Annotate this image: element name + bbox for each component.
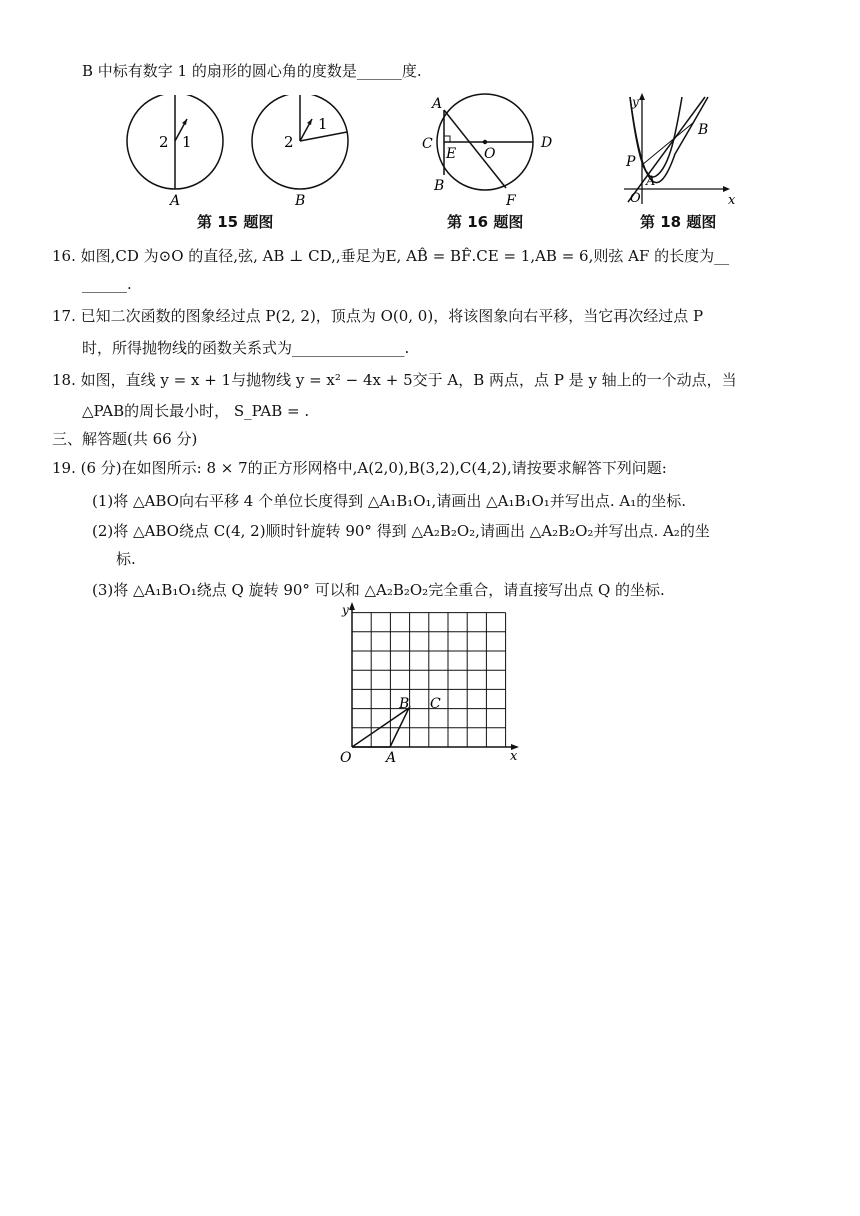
- q15-tail-text: B 中标有数字 1 的扇形的圆心角的度数是______度.: [82, 62, 422, 80]
- q18-text-2: △PAB的周长最小时， S_PAB = .: [82, 402, 310, 420]
- caption-16: 第 16 题图: [447, 213, 524, 231]
- sector-1-label-a: 1: [182, 133, 192, 151]
- q19-part3: (3)将 △A₁B₁O₁绕点 Q 旋转 90° 可以和 △A₂B₂O₂完全重合，请直接写出点 Q 的坐标.: [92, 581, 665, 599]
- sector-1-label-b: 1: [318, 115, 328, 133]
- q19-text: 19. (6 分)在如图所示: 8 × 7的正方形网格中,A(2,0),B(3,2),C(4,2),请按要求解答下列问题:: [52, 459, 667, 477]
- svg-text:C: C: [422, 136, 433, 152]
- svg-text:O: O: [484, 146, 496, 162]
- figure-18: [620, 92, 740, 207]
- svg-text:y: y: [632, 95, 639, 109]
- spinner-a-label: A: [170, 193, 181, 209]
- q19-part2-2: 标.: [116, 550, 136, 568]
- sector-2-label-a: 2: [159, 133, 169, 151]
- figure-15: [120, 95, 360, 210]
- q19-part2-1: (2)将 △ABO绕点 C(4, 2)顺时针旋转 90° 得到 △A₂B₂O₂,请画出 △A₂B₂O₂并写出点. A₂的坐: [92, 522, 710, 540]
- svg-text:D: D: [541, 135, 553, 151]
- svg-text:x: x: [510, 749, 518, 764]
- q17-text-1: 17. 已知二次函数的图象经过点 P(2, 2)，顶点为 O(0, 0)，将该图象向右平移，当它再次经过点 P: [52, 307, 704, 325]
- svg-text:A: A: [646, 174, 656, 189]
- svg-text:A: A: [432, 96, 443, 112]
- svg-text:O: O: [340, 750, 352, 766]
- q19-part1: (1)将 △ABO向右平移 4 个单位长度得到 △A₁B₁O₁,请画出 △A₁B₁O₁并写出点. A₁的坐标.: [92, 492, 686, 510]
- svg-text:O: O: [630, 191, 641, 206]
- svg-text:A: A: [386, 750, 397, 766]
- caption-18: 第 18 题图: [640, 213, 717, 231]
- sector-2-label-b: 2: [284, 133, 294, 151]
- svg-text:B: B: [698, 122, 709, 138]
- caption-15: 第 15 题图: [197, 213, 274, 231]
- spinner-b-label: B: [295, 193, 306, 209]
- svg-text:B: B: [399, 696, 410, 712]
- svg-text:C: C: [430, 696, 441, 712]
- q17-text-2: 时，所得抛物线的函数关系式为_______________.: [82, 339, 410, 357]
- q18-text-1: 18. 如图，直线 y = x + 1与抛物线 y = x² − 4x + 5交于 A，B 两点，点 P 是 y 轴上的一个动点，当: [52, 371, 737, 389]
- q16-text-1: 16. 如图,CD 为⊙O 的直径,弦, AB ⊥ CD,,垂足为E, AB̂ = BF̂.CE = 1,AB = 6,则弦 AF 的长度为__: [52, 247, 730, 265]
- figure-19-grid: [334, 600, 524, 766]
- svg-text:P: P: [626, 154, 636, 170]
- svg-text:y: y: [342, 603, 349, 617]
- svg-text:x: x: [728, 193, 736, 207]
- svg-text:E: E: [446, 146, 457, 162]
- q16-text-2: ______.: [82, 275, 132, 293]
- figure-16: [418, 92, 563, 210]
- svg-text:F: F: [506, 193, 516, 209]
- svg-text:B: B: [434, 178, 445, 194]
- section-3-heading: 三、解答题(共 66 分): [52, 430, 198, 448]
